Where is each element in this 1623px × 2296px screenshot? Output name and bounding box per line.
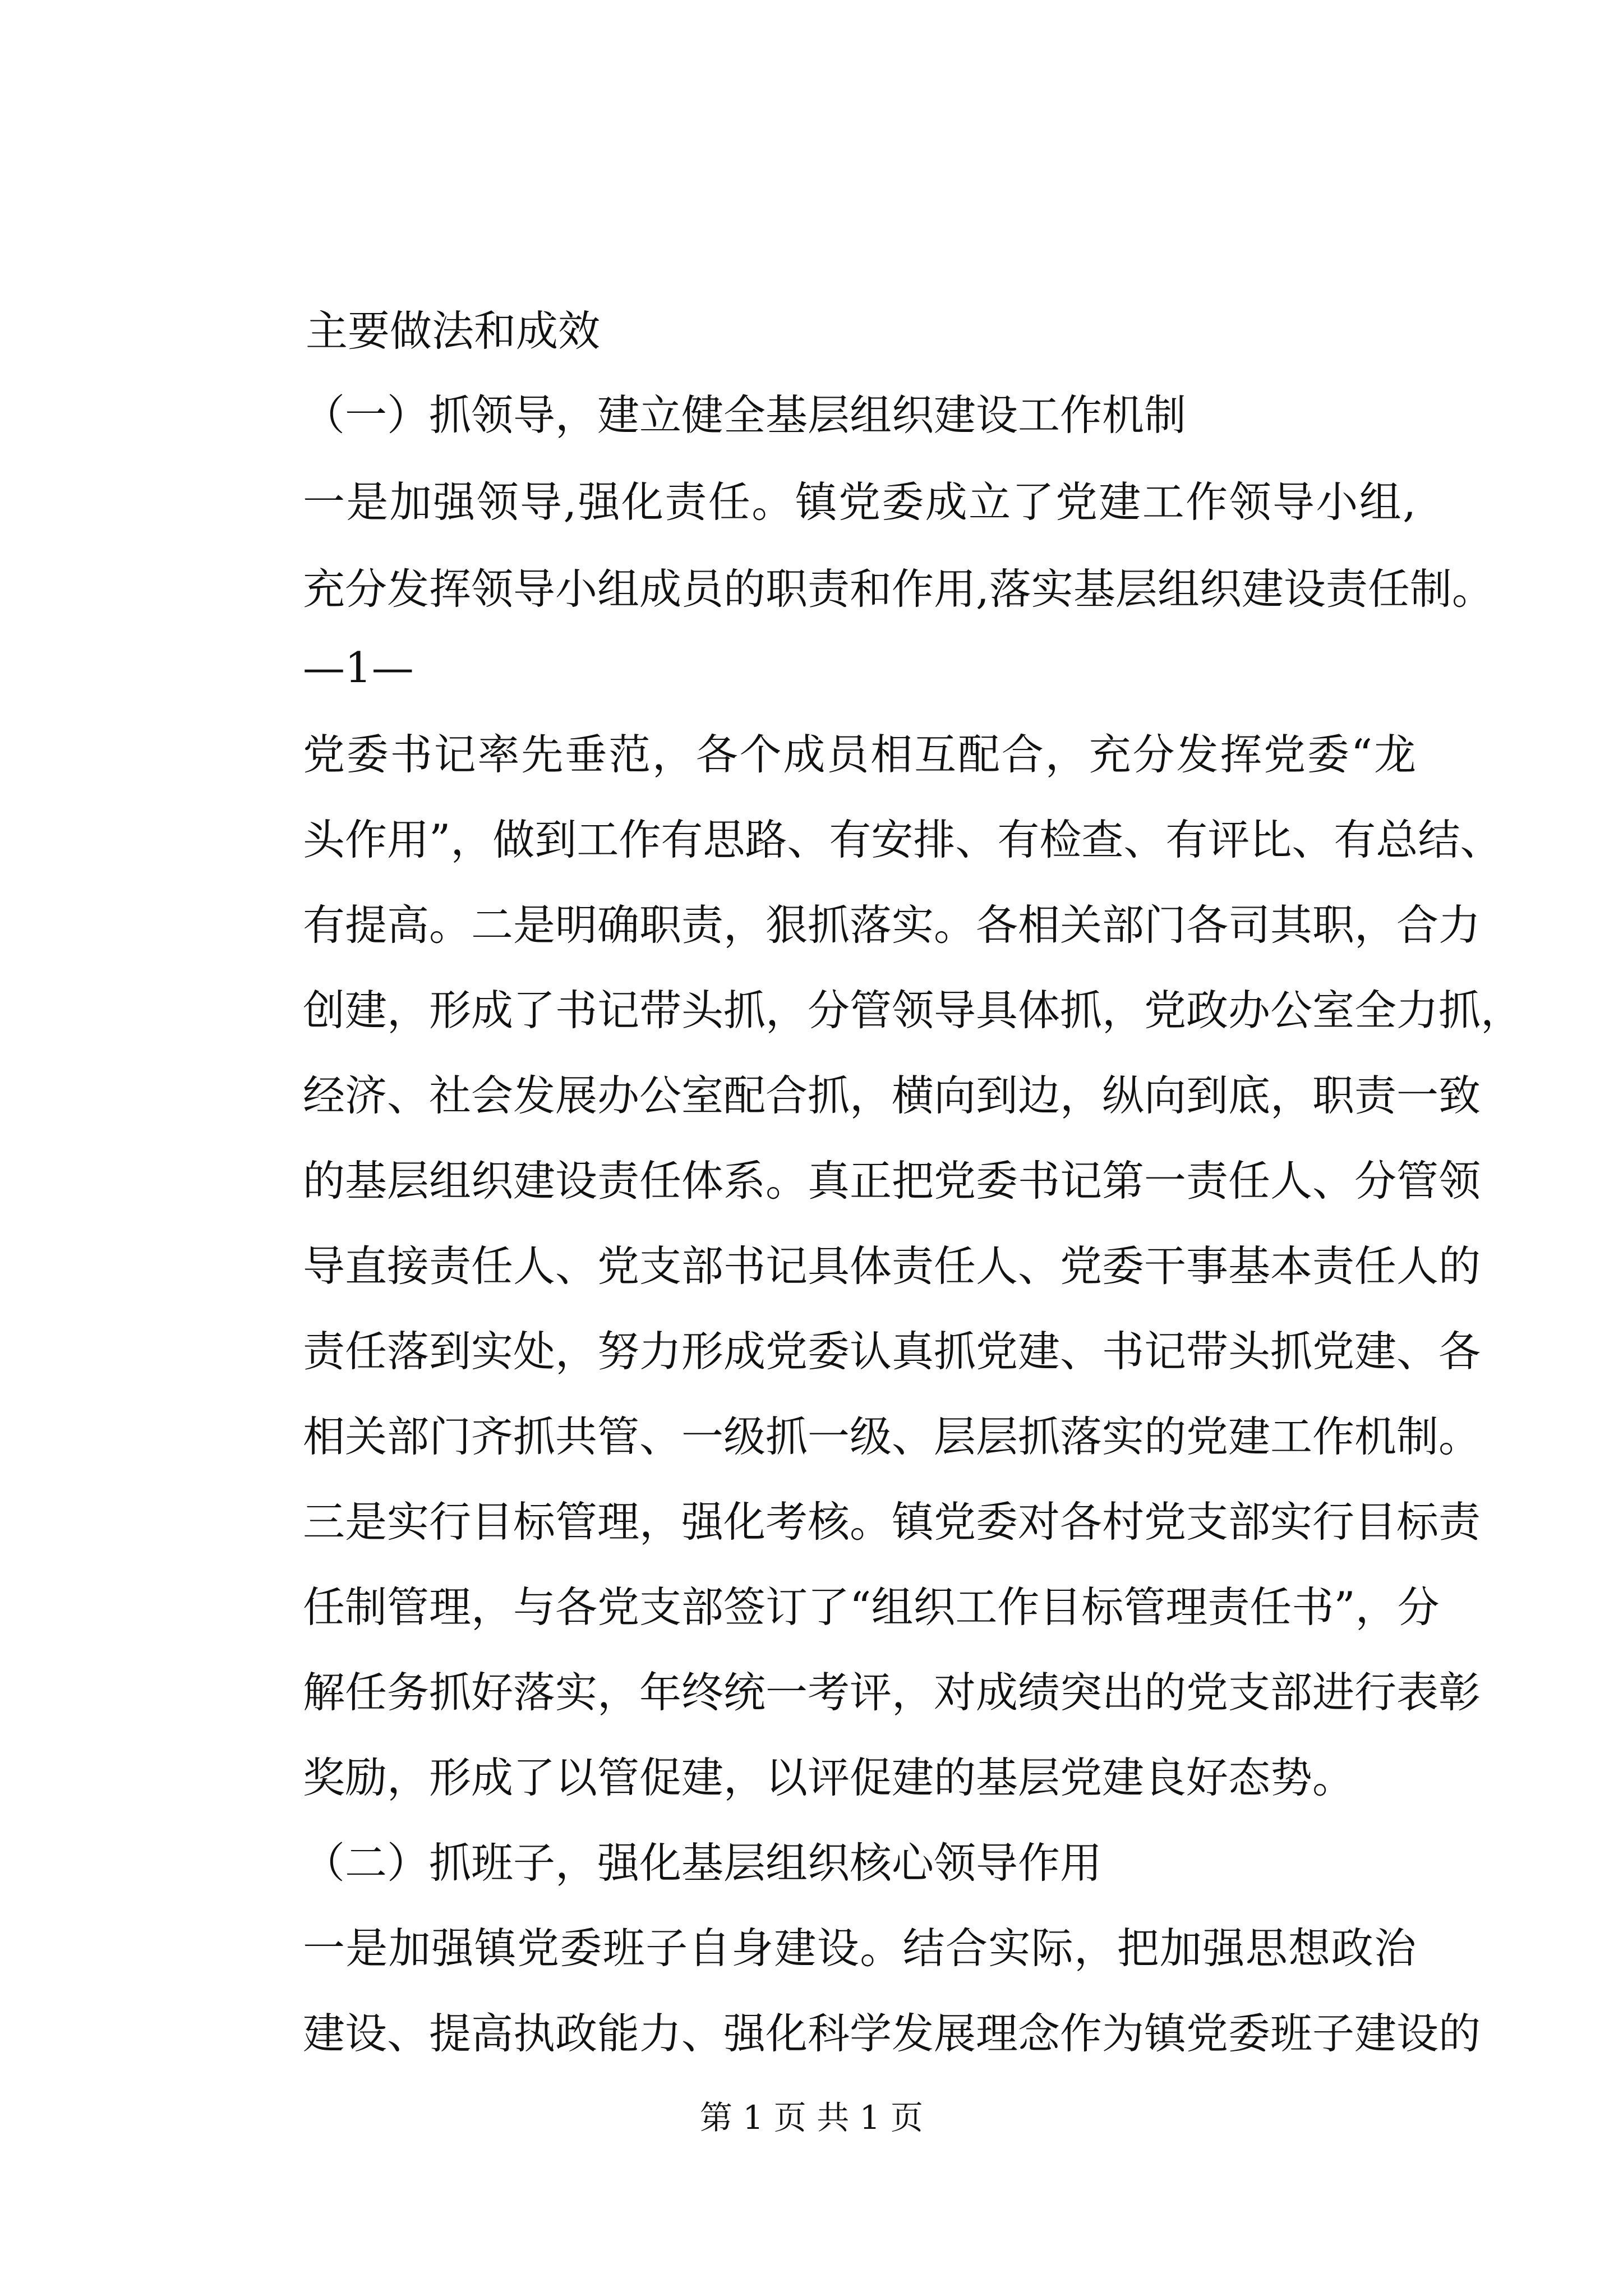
paragraph-line: 一是加强领导,强化责任。镇党委成立了党建工作领导小组, <box>303 477 1416 527</box>
paragraph-line: 充分发挥领导小组成员的职责和作用,落实基层组织建设责任制。 <box>303 564 1494 614</box>
paragraph-line: 有提高。二是明确职责，狠抓落实。各相关部门各司其职，合力 <box>303 900 1481 950</box>
paragraph-line: 党委书记率先垂范，各个成员相互配合，充分发挥党委“龙 <box>303 730 1416 779</box>
paragraph-line: 任制管理，与各党支部签订了“组织工作目标管理责任书”，分 <box>303 1582 1440 1632</box>
page-marker: —1— <box>303 643 414 692</box>
paragraph-line: 奖励，形成了以管促建，以评促建的基层党建良好态势。 <box>303 1753 1355 1802</box>
paragraph-line: 三是实行目标管理，强化考核。镇党委对各村党支部实行目标责 <box>303 1497 1481 1547</box>
paragraph-line: 创建，形成了书记带头抓，分管领导具体抓，党政办公室全力抓， <box>303 986 1523 1035</box>
page-footer: 第 1 页 共 1 页 <box>700 2099 923 2137</box>
heading: 主要做法和成效 <box>306 306 601 356</box>
paragraph-line: 相关部门齐抓共管、一级抓一级、层层抓落实的党建工作机制。 <box>303 1412 1481 1461</box>
paragraph-line: 建设、提高执政能力、强化科学发展理念作为镇党委班子建设的 <box>303 2009 1481 2058</box>
paragraph-line: 解任务抓好落实，年终统一考评，对成绩突出的党支部进行表彰 <box>303 1668 1481 1717</box>
paragraph-line: 导直接责任人、党支部书记具体责任人、党委干事基本责任人的 <box>303 1241 1481 1291</box>
paragraph-line: 的基层组织建设责任体系。真正把党委书记第一责任人、分管领 <box>303 1156 1481 1205</box>
section-title-2: （二）抓班子，强化基层组织核心领导作用 <box>303 1838 1103 1888</box>
section-title-1: （一）抓领导，建立健全基层组织建设工作机制 <box>303 390 1187 440</box>
paragraph-line: 责任落到实处，努力形成党委认真抓党建、书记带头抓党建、各 <box>303 1327 1481 1376</box>
paragraph-line: 一是加强镇党委班子自身建设。结合实际，把加强思想政治 <box>303 1924 1416 1973</box>
paragraph-line: 头作用”，做到工作有思路、有安排、有检查、有评比、有总结、 <box>303 815 1502 864</box>
paragraph-line: 经济、社会发展办公室配合抓，横向到边，纵向到底，职责一致 <box>303 1071 1481 1120</box>
